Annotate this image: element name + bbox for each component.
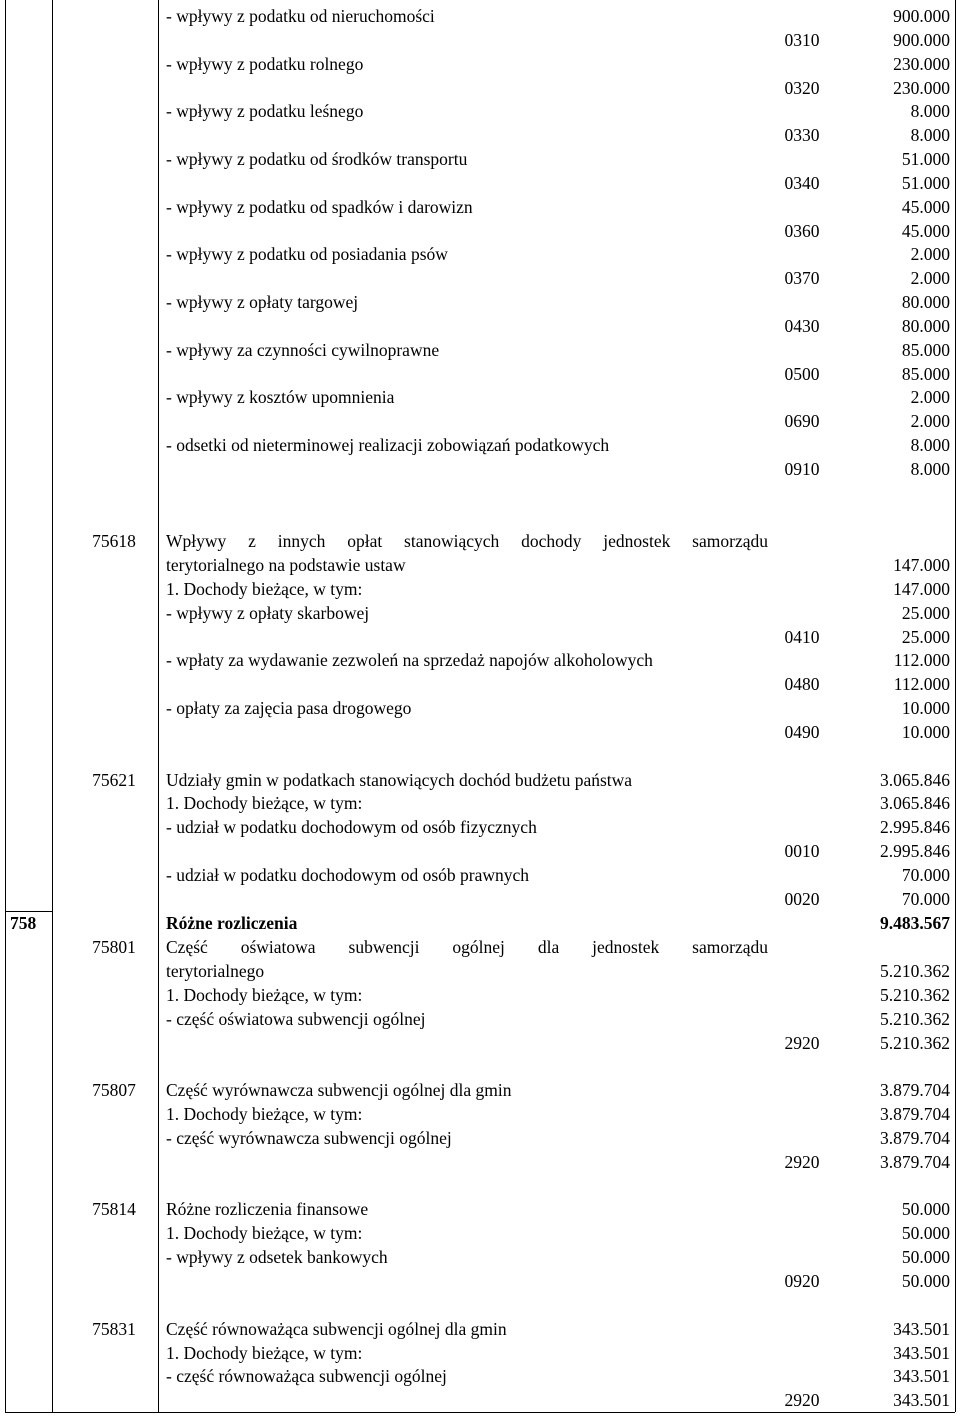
paragraph-code: 0010 (784, 841, 820, 861)
income-line-desc: - wpływy z odsetek bankowych (166, 1247, 388, 1267)
division-title: Różne rozliczenia (166, 913, 298, 933)
income-line-desc: - część oświatowa subwencji ogólnej (166, 1009, 426, 1029)
income-line-amount: 343.501 (893, 1390, 950, 1410)
paragraph-code: 0690 (784, 411, 820, 431)
table-border-right (955, 0, 956, 1412)
income-line-amount: 2.995.846 (880, 841, 950, 861)
dzial-code: 758 (10, 913, 37, 933)
income-line-amount: 80.000 (901, 292, 950, 312)
paragraph-code: 0480 (784, 674, 820, 694)
paragraph-code: 0500 (784, 364, 820, 384)
income-line-amount: 112.000 (893, 674, 950, 694)
income-line-amount: 5.210.362 (880, 985, 950, 1005)
current-income-label: 1. Dochody bieżące, w tym: (166, 1104, 363, 1124)
paragraph-code: 2920 (784, 1033, 820, 1053)
rozdzial-code: 75618 (92, 531, 136, 551)
income-line-amount: 51.000 (901, 173, 950, 193)
income-line-amount: 2.000 (910, 244, 950, 264)
income-line-amount: 8.000 (910, 459, 950, 479)
section-total: 343.501 (893, 1319, 950, 1339)
section-title-cont: terytorialnego na podstawie ustaw (166, 555, 406, 575)
section-total: 3.879.704 (880, 1080, 950, 1100)
income-line-amount: 25.000 (901, 627, 950, 647)
income-line-desc: - część równoważąca subwencji ogólnej (166, 1366, 447, 1386)
income-line-amount: 70.000 (901, 889, 950, 909)
current-income-label: 1. Dochody bieżące, w tym: (166, 793, 363, 813)
table-border-left (5, 0, 6, 1412)
section-total: 147.000 (893, 555, 950, 575)
income-line-desc: - wpływy za czynności cywilnoprawne (166, 340, 440, 360)
paragraph-code: 2920 (784, 1390, 820, 1410)
paragraph-code: 0360 (784, 221, 820, 241)
rozdzial-code: 75814 (92, 1199, 136, 1219)
income-line-amount: 343.501 (893, 1343, 950, 1363)
section-title: Wpływy z innych opłat stanowiących dochody jednostek samorządu (166, 531, 768, 551)
income-line-desc: - wpływy z kosztów upomnienia (166, 387, 395, 407)
income-line-amount: 2.000 (910, 411, 950, 431)
section-title: Część oświatowa subwencji ogólnej dla jednostek samorządu (166, 937, 768, 957)
paragraph-code: 0920 (784, 1271, 820, 1291)
income-line-amount: 3.879.704 (880, 1104, 950, 1124)
income-line-amount: 5.210.362 (880, 1033, 950, 1053)
income-line-desc: - wpływy z podatku od spadków i darowizn (166, 197, 473, 217)
paragraph-code: 2920 (784, 1152, 820, 1172)
income-line-desc: - część wyrównawcza subwencji ogólnej (166, 1128, 452, 1148)
income-line-amount: 8.000 (910, 435, 950, 455)
income-line-amount: 45.000 (901, 197, 950, 217)
income-line-desc: - wpływy z opłaty skarbowej (166, 603, 370, 623)
income-line-amount: 8.000 (910, 101, 950, 121)
income-line-amount: 5.210.362 (880, 1009, 950, 1029)
paragraph-code: 0370 (784, 268, 820, 288)
rozdzial-code: 75807 (92, 1080, 136, 1100)
income-line-amount: 3.879.704 (880, 1128, 950, 1148)
current-income-label: 1. Dochody bieżące, w tym: (166, 1343, 363, 1363)
income-line-amount: 80.000 (901, 316, 950, 336)
current-income-label: 1. Dochody bieżące, w tym: (166, 1223, 363, 1243)
income-line-amount: 230.000 (893, 78, 950, 98)
income-line-amount: 45.000 (901, 221, 950, 241)
income-line-amount: 2.000 (910, 387, 950, 407)
paragraph-code: 0430 (784, 316, 820, 336)
section-title: Część równoważąca subwencji ogólnej dla gmin (166, 1319, 507, 1339)
income-line-amount: 50.000 (901, 1271, 950, 1291)
income-line-desc: - odsetki od nieterminowej realizacji zobowiązań podatkowych (166, 435, 610, 455)
income-line-desc: - wpływy z podatku od środków transportu (166, 149, 468, 169)
income-line-amount: 8.000 (910, 125, 950, 145)
income-line-amount: 147.000 (893, 579, 950, 599)
current-income-label: 1. Dochody bieżące, w tym: (166, 985, 363, 1005)
section-total: 3.065.846 (880, 770, 950, 790)
income-line-amount: 900.000 (893, 6, 950, 26)
paragraph-code: 0910 (784, 459, 820, 479)
income-line-amount: 3.879.704 (880, 1152, 950, 1172)
section-title: Różne rozliczenia finansowe (166, 1199, 369, 1219)
income-line-amount: 900.000 (893, 30, 950, 50)
paragraph-code: 0410 (784, 627, 820, 647)
income-line-amount: 85.000 (901, 364, 950, 384)
income-line-desc: - wpływy z podatku rolnego (166, 54, 364, 74)
division-total: 9.483.567 (880, 913, 950, 933)
section-title: Część wyrównawcza subwencji ogólnej dla gmin (166, 1080, 512, 1100)
income-line-desc: - opłaty za zajęcia pasa drogowego (166, 698, 412, 718)
paragraph-code: 0330 (784, 125, 820, 145)
income-line-amount: 112.000 (893, 650, 950, 670)
table-border-bottom (5, 1412, 955, 1413)
rozdzial-code: 75621 (92, 770, 136, 790)
income-line-desc: - udział w podatku dochodowym od osób prawnych (166, 865, 530, 885)
income-line-amount: 50.000 (901, 1247, 950, 1267)
column-divider-dzial (52, 0, 53, 1412)
paragraph-code: 0310 (784, 30, 820, 50)
paragraph-code: 0320 (784, 78, 820, 98)
income-line-amount: 70.000 (901, 865, 950, 885)
income-line-desc: - wpłaty za wydawanie zezwoleń na sprzedaż napojów alkoholowych (166, 650, 653, 670)
section-total: 50.000 (901, 1199, 950, 1219)
current-income-label: 1. Dochody bieżące, w tym: (166, 579, 363, 599)
income-line-desc: - wpływy z podatku leśnego (166, 101, 364, 121)
income-line-amount: 230.000 (893, 54, 950, 74)
income-line-amount: 51.000 (901, 149, 950, 169)
paragraph-code: 0340 (784, 173, 820, 193)
income-line-amount: 50.000 (901, 1223, 950, 1243)
column-divider-rozdzial (158, 0, 159, 1412)
section-total: 5.210.362 (880, 961, 950, 981)
income-line-amount: 3.065.846 (880, 793, 950, 813)
section-title-cont: terytorialnego (166, 961, 265, 981)
income-line-desc: - udział w podatku dochodowym od osób fizycznych (166, 817, 537, 837)
income-line-desc: - wpływy z podatku od nieruchomości (166, 6, 435, 26)
income-line-amount: 25.000 (901, 603, 950, 623)
income-line-amount: 343.501 (893, 1366, 950, 1386)
paragraph-code: 0020 (784, 889, 820, 909)
income-line-amount: 10.000 (901, 698, 950, 718)
division-separator (5, 911, 53, 912)
income-line-desc: - wpływy z opłaty targowej (166, 292, 359, 312)
income-line-amount: 85.000 (901, 340, 950, 360)
section-title: Udziały gmin w podatkach stanowiących dochód budżetu państwa (166, 770, 633, 790)
income-line-desc: - wpływy z podatku od posiadania psów (166, 244, 448, 264)
income-line-amount: 10.000 (901, 722, 950, 742)
rozdzial-code: 75831 (92, 1319, 136, 1339)
rozdzial-code: 75801 (92, 937, 136, 957)
income-line-amount: 2.000 (910, 268, 950, 288)
income-line-amount: 2.995.846 (880, 817, 950, 837)
paragraph-code: 0490 (784, 722, 820, 742)
